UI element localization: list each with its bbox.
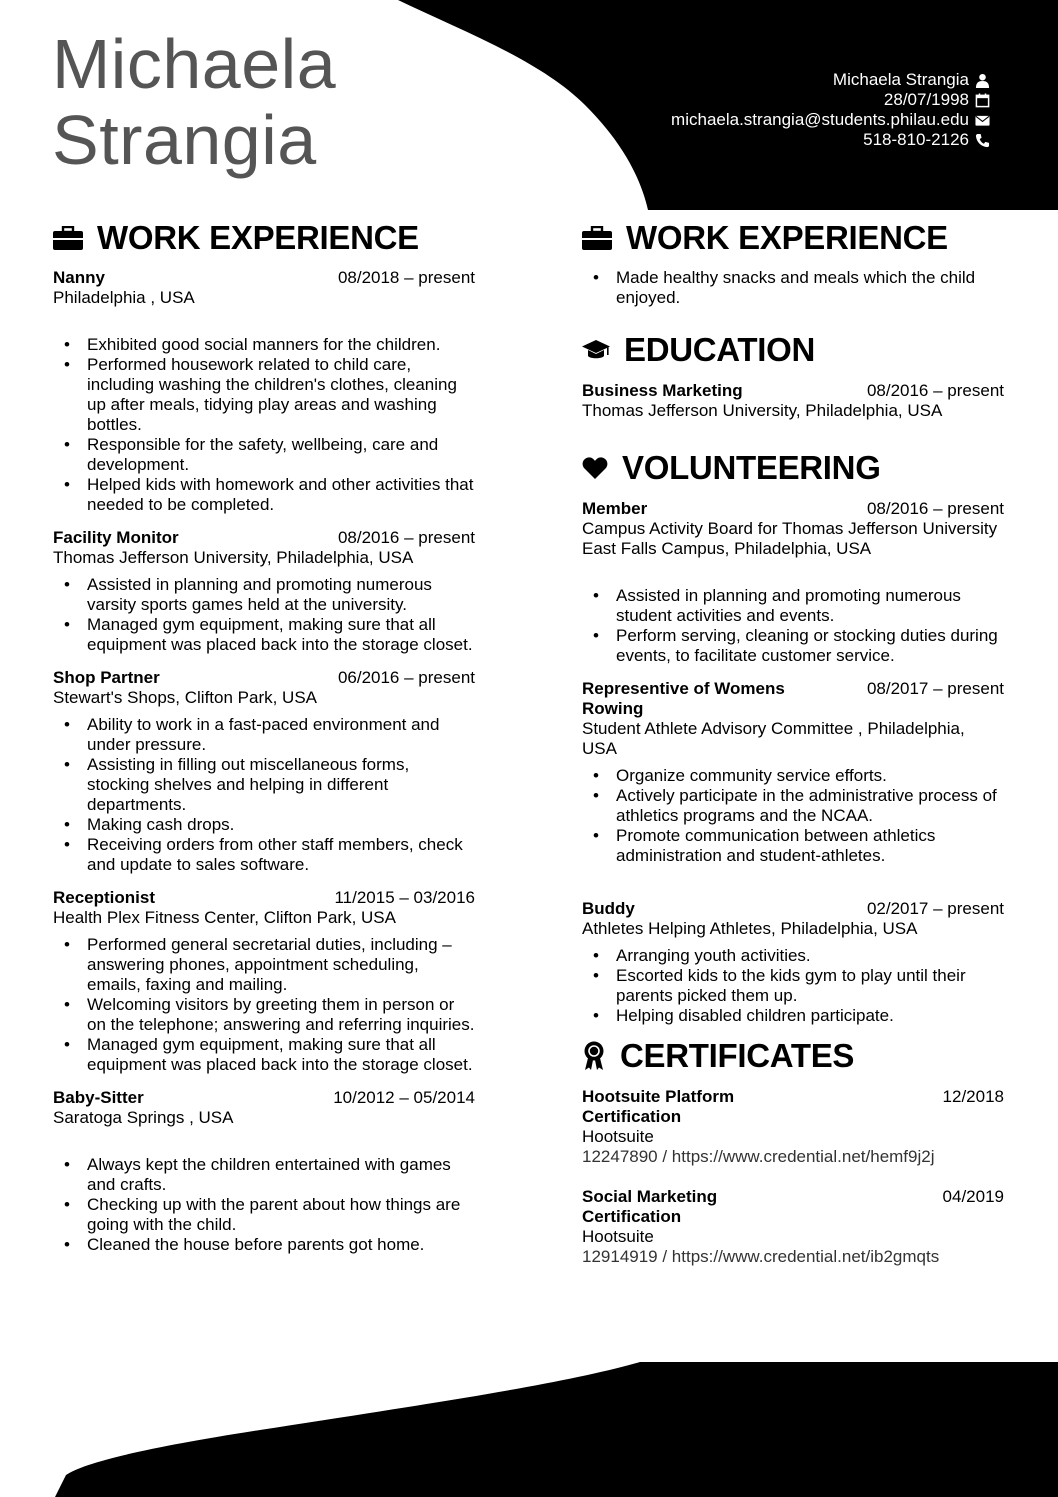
name-block xyxy=(52,26,336,178)
bullet-item: • Checking up with the parent about how things are going with the child. xyxy=(53,1195,475,1235)
volunteer-entry xyxy=(582,499,1004,666)
footer-black-wave xyxy=(55,1362,1058,1497)
certificate-date: 12/2018 xyxy=(942,1087,1004,1106)
volunteer-org: Campus Activity Board for Thomas Jefferson University East Falls Campus, Philadelphia, USA xyxy=(582,519,998,558)
job-bullets xyxy=(53,575,475,655)
job-place: Stewart's Shops, Clifton Park, USA xyxy=(53,688,318,707)
certificate-entry xyxy=(582,1087,1004,1167)
bullet-item: • Making cash drops. xyxy=(53,815,475,835)
job-bullets xyxy=(53,1155,475,1255)
job-entry xyxy=(53,1088,475,1255)
job-bullets xyxy=(53,935,475,1075)
bullet-item: • Welcoming visitors by greeting them in person or on the telephone; answering and referring inquiries. xyxy=(53,995,475,1035)
bullet-item: • Actively participate in the administrative process of athletics programs and the NCAA. xyxy=(582,786,1004,826)
job-role: Shop Partner xyxy=(53,668,160,687)
certificates-heading xyxy=(582,1036,1004,1076)
bullet-item: • Exhibited good social manners for the children. xyxy=(53,335,475,355)
certificate-name: Social Marketing Certification xyxy=(582,1187,718,1226)
section-title: VOLUNTEERING xyxy=(622,449,881,486)
volunteer-role: Representive of Womens Rowing xyxy=(582,679,785,718)
degree: Business Marketing xyxy=(582,381,743,400)
job-place: Thomas Jefferson University, Philadelphia, USA xyxy=(53,548,414,567)
envelope-icon xyxy=(975,113,990,128)
graduation-cap-icon xyxy=(582,338,610,362)
volunteering-heading xyxy=(582,448,1004,488)
bullet-item: • Promote communication between athletics administration and student-athletes. xyxy=(582,826,1004,866)
job-entry xyxy=(53,888,475,1075)
contact-info xyxy=(671,70,990,150)
contact-email[interactable]: michaela.strangia@students.philau.edu xyxy=(671,110,969,129)
job-dates: 06/2016 – present xyxy=(337,668,475,687)
volunteer-entry xyxy=(582,899,1004,1026)
bullet-item: • Helped kids with homework and other activities that needed to be completed. xyxy=(53,475,475,515)
job-bullets xyxy=(53,335,475,515)
bullet-item: • Ability to work in a fast-paced environment and under pressure. xyxy=(53,715,475,755)
bullet-item: • Organize community service efforts. xyxy=(582,766,1004,786)
school: Thomas Jefferson University, Philadelphia, USA xyxy=(582,401,943,420)
job-entry xyxy=(53,268,475,515)
certificate-name: Hootsuite Platform Certification xyxy=(582,1087,735,1126)
bullet-item: • Cleaned the house before parents got home. xyxy=(53,1235,475,1255)
volunteer-entry xyxy=(582,679,1004,866)
volunteer-role: Member xyxy=(582,499,648,518)
work-experience-heading xyxy=(53,218,475,258)
bullet-item: • Assisted in planning and promoting numerous varsity sports games held at the university. xyxy=(53,575,475,615)
job-entry xyxy=(53,528,475,655)
certificate-date: 04/2019 xyxy=(942,1187,1004,1206)
certificate-credential[interactable]: 12914919 / https://www.credential.net/ib2gmqts xyxy=(582,1247,940,1266)
bullet-item: • Performed general secretarial duties, including – answering phones, appointment scheduling, emails, faxing and mailing. xyxy=(53,935,475,995)
job-place: Saratoga Springs , USA xyxy=(53,1108,234,1127)
education-dates: 08/2016 – present xyxy=(866,381,1004,400)
contact-dob: 28/07/1998 xyxy=(883,90,969,109)
last-name: Strangia xyxy=(52,101,317,179)
work-experience-cont-heading xyxy=(582,218,1004,258)
job-place: Health Plex Fitness Center, Clifton Park, USA xyxy=(53,908,396,927)
contact-phone-row xyxy=(671,130,990,150)
bullet-item: • Helping disabled children participate. xyxy=(582,1006,1004,1026)
job-role: Baby-Sitter xyxy=(53,1088,144,1107)
job-dates: 10/2012 – 05/2014 xyxy=(333,1088,475,1107)
certificate-issuer: Hootsuite xyxy=(582,1127,654,1146)
volunteer-org: Athletes Helping Athletes, Philadelphia, USA xyxy=(582,919,918,938)
certificate-entry xyxy=(582,1187,1004,1267)
left-column xyxy=(53,218,475,1255)
certificate-issuer: Hootsuite xyxy=(582,1227,654,1246)
section-title: CERTIFICATES xyxy=(620,1037,855,1074)
certificate-credential[interactable]: 12247890 / https://www.credential.net/hemf9j2j xyxy=(582,1147,935,1166)
job-dates: 08/2018 – present xyxy=(337,268,475,287)
job-role: Nanny xyxy=(53,268,105,287)
bullet-item: • Escorted kids to the kids gym to play until their parents picked them up. xyxy=(582,966,1004,1006)
bullet-item: • Arranging youth activities. xyxy=(582,946,1004,966)
job-dates: 11/2015 – 03/2016 xyxy=(334,888,475,907)
job-bullets xyxy=(53,715,475,875)
job-role: Receptionist xyxy=(53,888,156,907)
volunteer-bullets xyxy=(582,766,1004,866)
bullet-item: • Always kept the children entertained with games and crafts. xyxy=(53,1155,475,1195)
volunteer-dates: 08/2017 – present xyxy=(866,679,1004,698)
bullet-item: • Managed gym equipment, making sure that all equipment was placed back into the storage closet. xyxy=(53,615,475,655)
contact-phone[interactable]: 518-810-2126 xyxy=(863,130,969,149)
section-title: WORK EXPERIENCE xyxy=(97,219,419,256)
education-heading xyxy=(582,330,1004,370)
job-role: Facility Monitor xyxy=(53,528,179,547)
education-entry xyxy=(582,381,1004,421)
section-title: WORK EXPERIENCE xyxy=(626,219,948,256)
heart-icon xyxy=(582,456,608,480)
briefcase-icon xyxy=(53,226,83,250)
volunteer-bullets xyxy=(582,946,1004,1026)
volunteer-role: Buddy xyxy=(582,899,635,918)
bullet-item: • Perform serving, cleaning or stocking duties during events, to facilitate customer service. xyxy=(582,626,1004,666)
phone-icon xyxy=(975,133,990,148)
volunteer-dates: 02/2017 – present xyxy=(866,899,1004,918)
job-bullets-continued xyxy=(582,268,1004,308)
award-ribbon-icon xyxy=(582,1041,606,1071)
bullet-item: • Responsible for the safety, wellbeing, care and development. xyxy=(53,435,475,475)
bullet-item: • Performed housework related to child care, including washing the children's clothes, cleaning up after meals, tidying play areas and washing bottles. xyxy=(53,355,475,435)
section-title: EDUCATION xyxy=(624,331,816,368)
job-entry xyxy=(53,668,475,875)
right-column xyxy=(582,218,1004,1267)
volunteer-dates: 08/2016 – present xyxy=(866,499,1004,518)
bullet-item: • Assisted in planning and promoting numerous student activities and events. xyxy=(582,586,1004,626)
contact-name-row xyxy=(671,70,990,90)
bullet-item: • Receiving orders from other staff members, check and update to sales software. xyxy=(53,835,475,875)
bullet-item: • Managed gym equipment, making sure that all equipment was placed back into the storage closet. xyxy=(53,1035,475,1075)
calendar-icon xyxy=(975,93,990,108)
bullet-item: • Made healthy snacks and meals which the child enjoyed. xyxy=(582,268,1004,308)
volunteer-bullets xyxy=(582,586,1004,666)
job-place: Philadelphia , USA xyxy=(53,288,195,307)
volunteer-org: Student Athlete Advisory Committee , Philadelphia, USA xyxy=(582,719,965,758)
contact-email-row xyxy=(671,110,990,130)
contact-name: Michaela Strangia xyxy=(832,70,969,89)
job-dates: 08/2016 – present xyxy=(337,528,475,547)
briefcase-icon xyxy=(582,226,612,250)
contact-dob-row xyxy=(671,90,990,110)
person-icon xyxy=(975,73,990,88)
bullet-item: • Assisting in filling out miscellaneous forms, stocking shelves and helping in different departments. xyxy=(53,755,475,815)
first-name: Michaela xyxy=(52,25,337,103)
